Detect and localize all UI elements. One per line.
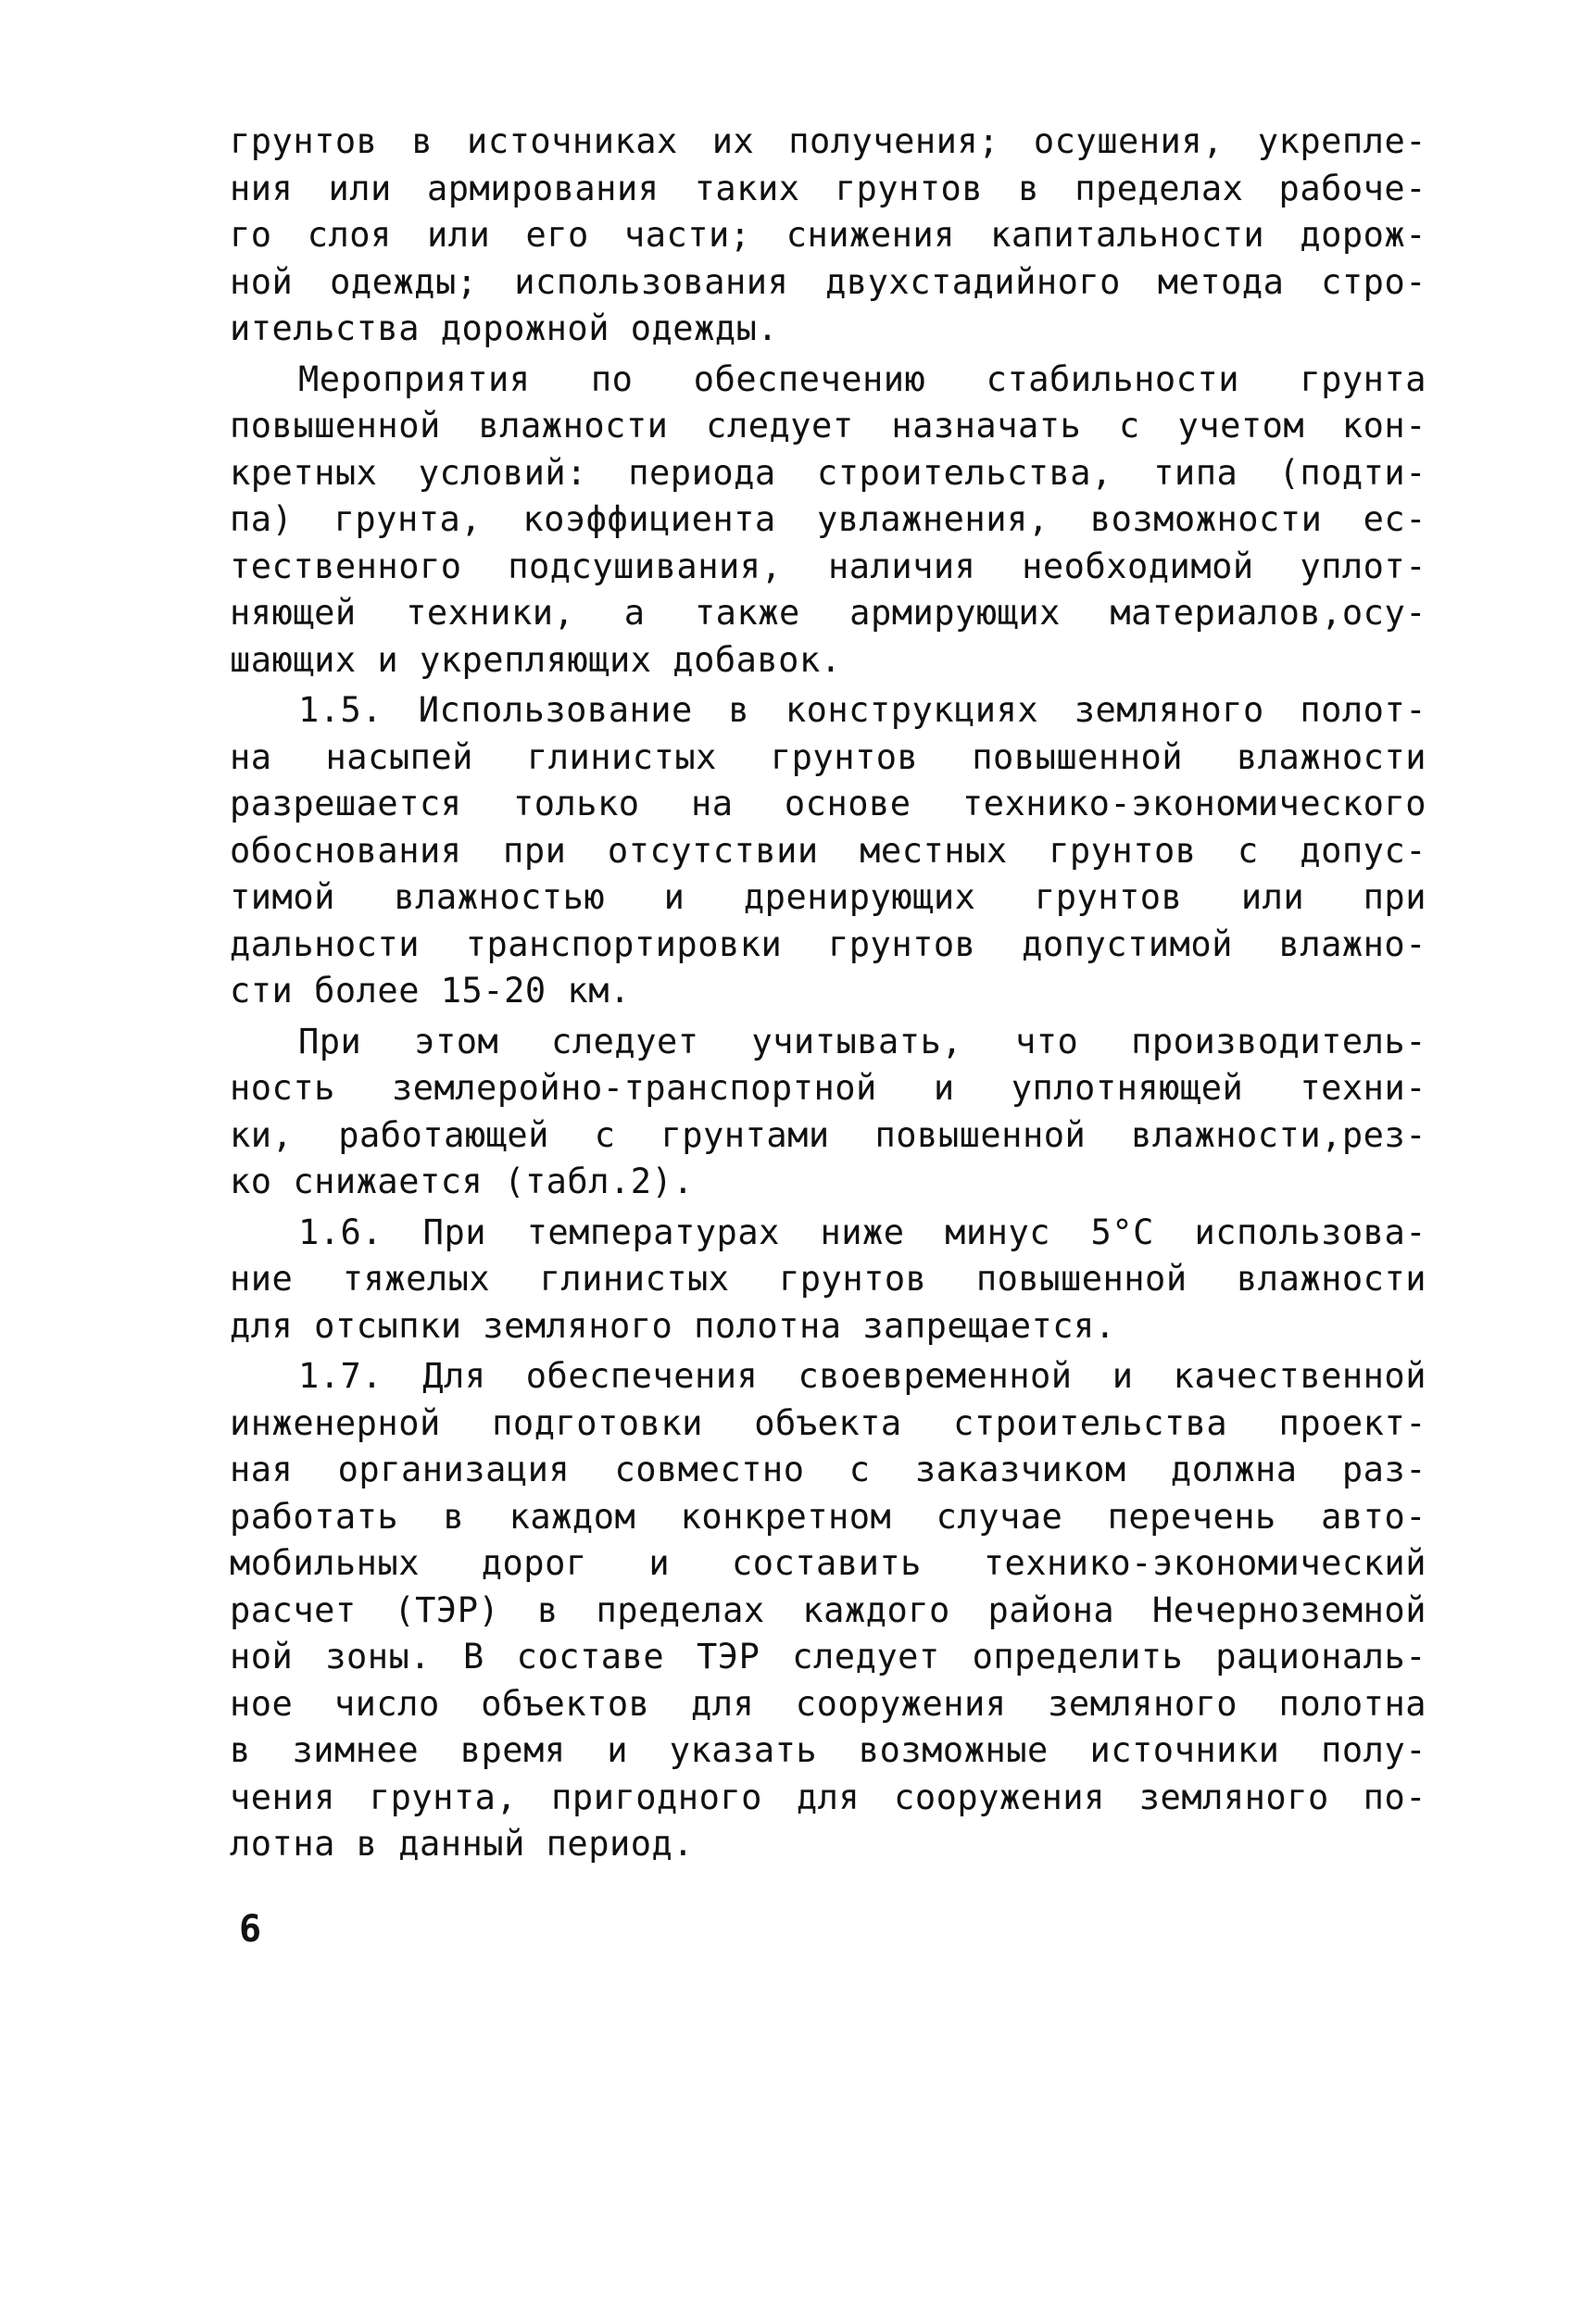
text-line: обоснования при отсутствии местных грунтов с допус- (230, 830, 1426, 871)
text-line: тимой влажностью и дренирующих грунтов или при (230, 877, 1426, 917)
text-line: При этом следует учитывать, что производитель- (298, 1021, 1426, 1061)
text-line: ной одежды; использования двухстадийного метода стро- (230, 261, 1426, 302)
text-line: сти более 15-20 км. (230, 971, 631, 1011)
text-line: разрешается только на основе технико-экономического (230, 784, 1426, 823)
text-line: 1.6. При температурах ниже минус 5°С использова- (298, 1212, 1426, 1252)
body-text (230, 119, 1426, 1868)
text-line: ко снижается (табл.2). (230, 1162, 695, 1201)
text-line: дальности транспортировки грунтов допустимой влажно- (230, 923, 1426, 964)
text-line: для отсыпки земляного полотна запрещается. (230, 1305, 1116, 1346)
text-line: шающих и укрепляющих добавок. (230, 639, 842, 680)
text-line: го слоя или его части; снижения капитальности дорож- (230, 215, 1426, 255)
text-line: ной зоны. В составе ТЭР следует определить рациональ- (230, 1637, 1426, 1677)
text-line: тественного подсушивания, наличия необходимой уплот- (230, 546, 1426, 586)
text-line: ние тяжелых глинистых грунтов повышенной влажности (230, 1259, 1426, 1299)
text-line: ительства дорожной одежды. (230, 308, 779, 348)
text-line: ки, работающей с грунтами повышенной влажности,рез- (230, 1114, 1426, 1155)
text-line: работать в каждом конкретном случае перечень авто- (230, 1496, 1426, 1537)
text-line: ное число объектов для сооружения земляного полотна (230, 1683, 1426, 1724)
text-line: няющей техники, а также армирующих материалов,осу- (230, 593, 1426, 633)
text-line: ния или армирования таких грунтов в пределах рабоче- (230, 168, 1426, 208)
text-line: расчет (ТЭР) в пределах каждого района Нечерноземной (230, 1589, 1426, 1630)
page-number: 6 (239, 1908, 262, 1951)
text-line: мобильных дорог и составить технико-экономический (230, 1543, 1426, 1583)
text-line: чения грунта, пригодного для сооружения земляного по- (230, 1777, 1426, 1817)
text-line: 1.5. Использование в конструкциях земляного полот- (298, 690, 1426, 730)
text-line: кретных условий: периода строительства, типа (подти- (230, 452, 1426, 493)
text-line: на насыпей глинистых грунтов повышенной влажности (230, 736, 1426, 777)
text-line: Мероприятия по обеспечению стабильности грунта (298, 358, 1426, 399)
text-line: грунтов в источниках их получения; осушения, укрепле- (230, 121, 1426, 161)
text-line: ная организация совместно с заказчиком должна раз- (230, 1450, 1426, 1489)
text-line: в зимнее время и указать возможные источники полу- (230, 1730, 1426, 1770)
text-line: ность землеройно-транспортной и уплотняющей техни- (230, 1068, 1426, 1108)
text-line: па) грунта, коэффициента увлажнения, возможности ес- (230, 499, 1426, 539)
text-line: повышенной влажности следует назначать с учетом кон- (230, 406, 1426, 446)
text-line: инженерной подготовки объекта строительства проект- (230, 1402, 1426, 1443)
text-line: лотна в данный период. (230, 1824, 695, 1864)
text-line: 1.7. Для обеспечения своевременной и качественной (298, 1356, 1426, 1396)
